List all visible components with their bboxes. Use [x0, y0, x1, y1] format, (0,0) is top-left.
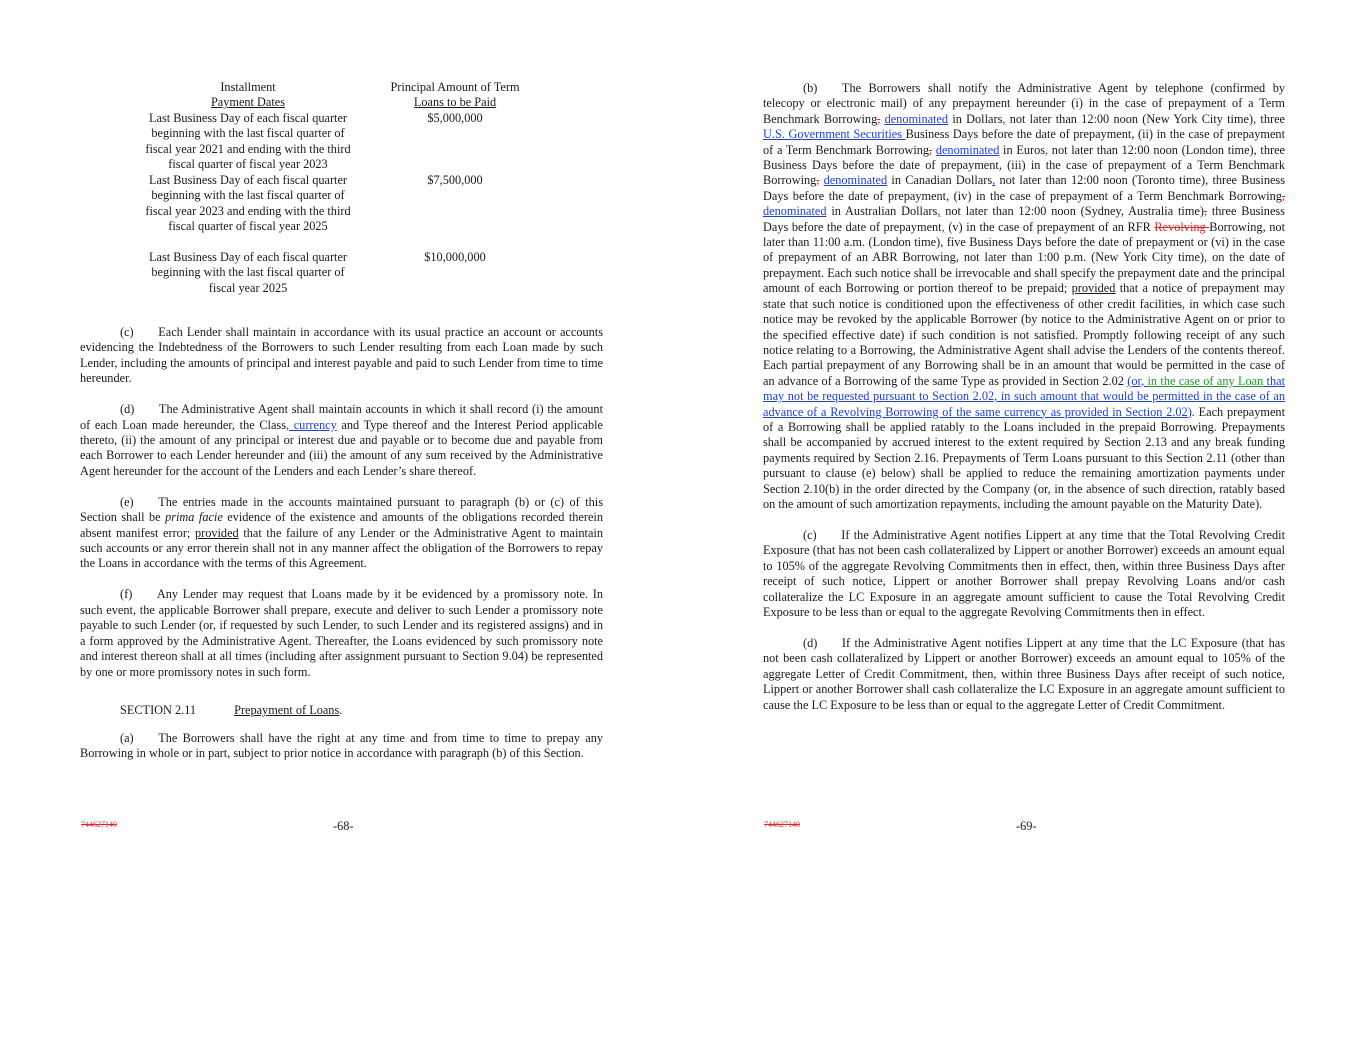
amount-cell: $7,500,000 — [427, 173, 483, 187]
page-number: -69- — [1016, 819, 1037, 833]
paragraph-c: (c) Each Lender shall maintain in accordance with its usual practice an account or accounts evidencing the Indebtedness of the Borrowers to such Lender resulting from each Loan made by such Lender, including the amounts of principal and interest payable and paid to such Lender from time to time hereunder. — [80, 325, 603, 386]
amount-cell: $5,000,000 — [427, 111, 483, 125]
payment-dates-cell: Last Business Day of each fiscal quarter beginning with the last fiscal quarter of fiscal year 2025 — [148, 250, 348, 295]
section-number: SECTION 2.11 — [120, 703, 197, 717]
insertion-currency: , currency — [285, 417, 337, 432]
right-body-text — [763, 81, 1285, 729]
insertion-green: in the case of any Loan — [1147, 373, 1264, 388]
deletion-revolving: Revolving — [1154, 219, 1210, 234]
page-number: -68- — [333, 819, 354, 833]
header-installment: Installment Payment Dates — [210, 80, 286, 110]
insertion-section-2-02: that may not be requested pursuant to Section 2.02, in such amount that would be permitted in the case of an advance of a Revolving Borrowing of the same currency as provided in Section 2.02) — [763, 373, 1285, 419]
paragraph-d: (d) The Administrative Agent shall maintain accounts in which it shall record (i) the amount of each Loan made hereunder, the Class, currency and Type thereof and the Interest Period applicable thereto, (ii) the amount of any principal or interest due and payable or to become due and payable from each Borrower to each Lender hereunder and (iii) the amount of any sum received by the Administrative Agent hereunder for the account of the Lenders and each Lender’s share thereof. — [80, 402, 603, 478]
paragraph-f: (f) Any Lender may request that Loans made by it be evidenced by a promissory note. In such event, the applicable Borrower shall prepare, execute and deliver to such Lender a promissory note payable to such Lender (or, if requested by such Lender, to such Lender and its registered assigns) and in a form approved by the Administrative Agent. Thereafter, the Loans evidenced by such promissory note and interest thereon shall at all times (including after assignment pursuant to Section 9.04) be represented by one or more promissory notes in such form. — [80, 587, 603, 679]
document-id: 744627140 — [81, 820, 117, 829]
paragraph-a: (a) The Borrowers shall have the right at any time and from time to time to prepay any Borrowing in whole or in part, subject to prior notice in accordance with paragraph (b) of this Section. — [80, 731, 603, 761]
payment-dates-cell: Last Business Day of each fiscal quarter beginning with the last fiscal quarter of fiscal year 2021 and ending with the third fiscal quarter of fiscal year 2023 — [145, 111, 351, 172]
paragraph-e: (e) The entries made in the accounts maintained pursuant to paragraph (b) or (c) of this Section shall be prima facie evidence of the existence and amounts of the obligations recorded therein absent manifest error; provided that the failure of any Lender or the Administrative Agent to maintain such accounts or any error therein shall not in any manner affect the obligation of the Borrowers to repay the Loans in accordance with the terms of this Agreement. — [80, 494, 603, 571]
page-68 — [0, 0, 682, 1055]
payment-dates-cell: Last Business Day of each fiscal quarter beginning with the last fiscal quarter of fiscal year 2023 and ending with the third fiscal quarter of fiscal year 2025 — [145, 173, 351, 234]
left-body-text-a — [80, 731, 603, 777]
amount-cell: $10,000,000 — [424, 250, 486, 264]
paragraph-c: (c) If the Administrative Agent notifies Lippert at any time that the Total Revolving Credit Exposure (that has not been cash collateralized by Lippert or another Borrower) exceeds an amount equal to 105% of the aggregate Revolving Commitments then in effect, then, within three Business Days after receipt of such notice, Lippert or another Borrower shall prepay Revolving Loans and/or cash collateralize the LC Exposure in an aggregate amount sufficient to cause the Total Revolving Credit Exposure to be less than or equal to the aggregate Revolving Commitments then in effect. — [763, 527, 1285, 619]
paragraph-d: (d) If the Administrative Agent notifies Lippert at any time that the LC Exposure (that has not been cash collateralized by Lippert or another Borrower) exceeds an amount equal to 105% of the aggregate Letter of Credit Commitment, then, within three Business Days after receipt of such notice, Lippert or another Borrower shall cash collateralize the LC Exposure in an aggregate amount sufficient to cause the LC Exposure to be less than or equal to the aggregate Letter of Credit Commitment. — [763, 636, 1285, 712]
page-69 — [682, 0, 1365, 1055]
section-title: Prepayment of Loans — [234, 703, 340, 717]
document-id: 744627140 — [764, 820, 800, 829]
left-body-text — [80, 325, 603, 696]
header-principal: Principal Amount of Term Loans to be Paid — [390, 80, 520, 110]
insertion-us-government-securities: U.S. Government Securities — [763, 127, 906, 142]
section-heading: SECTION 2.11 Prepayment of Loans. — [120, 703, 343, 717]
paragraph-b: (b) The Borrowers shall notify the Administrative Agent by telephone (confirmed by telecopy or electronic mail) of any prepayment hereunder (i) in the case of prepayment of a Term Benchmark Borrowing, denominated in Dollars, not later than 12:00 noon (New York City time), three U.S. Government Securities Business Days before the date of prepayment, (ii) in the case of prepayment of a Term Benchmark Borrowing, denominated in Euros, not later than 12:00 noon (London time), three Business Days before the date of prepayment, (iii) in the case of prepayment of a Term Benchmark Borrowing, denominated in Canadian Dollars, not later than 12:00 noon (Toronto time), three Business Days before the date of prepayment, (iv) in the case of prepayment of a Term Benchmark Borrowing, denominated in Australian Dollars, not later than 12:00 noon (Sydney, Australia time), three Business Days before the date of prepayment, (v) in the case of prepayment of an RFR Revolving Borrowing, not later than 11:00 a.m. (London time), five Business Days before the date of prepayment or (vi) in the case of prepayment of an ABR Borrowing, not later than 1:00 p.m. (New York City time), on the date of prepayment. Each such notice shall be irrevocable and shall specify the prepayment date and the principal amount of each Borrowing or portion thereof to be prepaid; provided that a notice of prepayment may state that such notice is conditioned upon the effectiveness of other credit facilities, in which case such notice may be revoked by the applicable Borrower (by notice to the Administrative Agent on or prior to the specified effective date) if such condition is not satisfied. Promptly following receipt of any such notice relating to a Borrowing, the Administrative Agent shall advise the Lenders of the contents thereof. Each partial prepayment of any Borrowing shall be in an amount that would be permitted in the case of an advance of a Borrowing of the same Type as provided in Section 2.02 (or, in the case of any Loan that may not be requested pursuant to Section 2.02, in such amount that would be permitted in the case of an advance of a Revolving Borrowing of the same currency as provided in Section 2.02). Each prepayment of a Borrowing shall be applied ratably to the Loans included in the prepaid Borrowing. Prepayments shall be accompanied by accrued interest to the extent required by Section 2.13 and any break funding payments required by Section 2.16. Prepayments of Term Loans pursuant to this Section 2.11 (other than pursuant to clause (e) below) shall be applied to reduce the remaining amortization payments under Section 2.10(b) in the order directed by the Company (or, in the absence of such direction, ratably based on the amount of such amortization repayments, including the amount payable on the Maturity Date). — [763, 81, 1286, 511]
